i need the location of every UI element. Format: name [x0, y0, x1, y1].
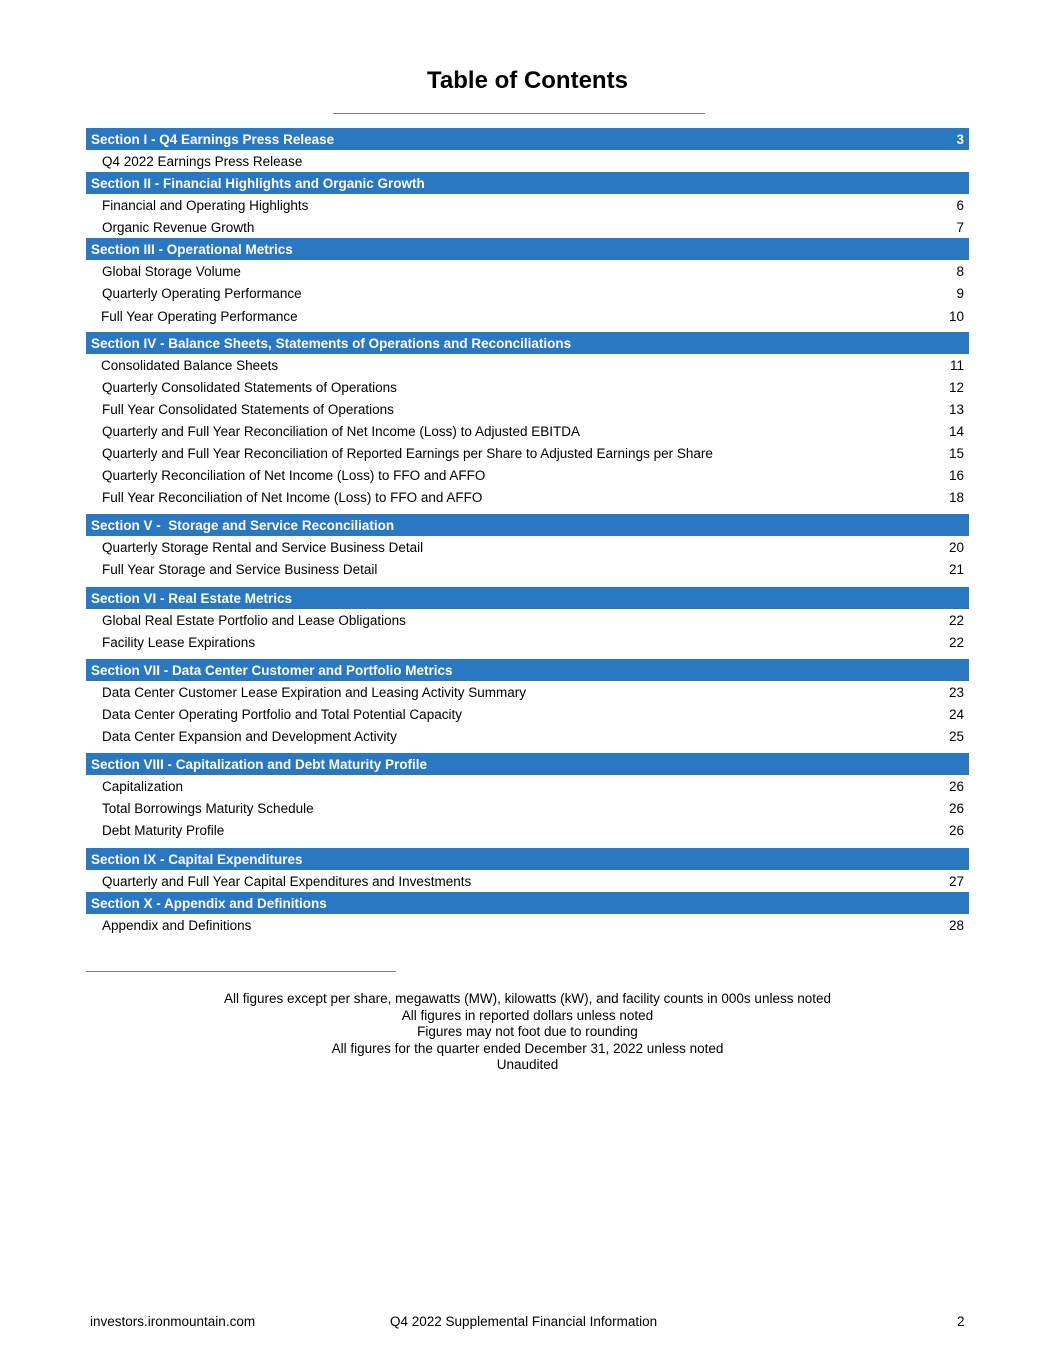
toc-item — [86, 442, 969, 464]
toc-item-label: Facility Lease Expirations — [102, 634, 256, 650]
section-title: Section IV - Balance Sheets, Statements of Operations and Reconciliations — [91, 335, 572, 351]
toc-item-label: Quarterly and Full Year Reconciliation of Reported Earnings per Share to Adjusted Earnings per Share — [102, 445, 713, 461]
page-title: Table of Contents — [427, 67, 628, 94]
toc-item-page: 24 — [948, 706, 964, 722]
section-title: Section X - Appendix and Definitions — [91, 895, 327, 911]
toc-item-page: 25 — [948, 728, 964, 744]
toc-item-label: Quarterly Operating Performance — [102, 285, 302, 301]
notes-block — [0, 991, 1055, 1074]
toc-item — [86, 464, 969, 486]
toc-item-label: Debt Maturity Profile — [102, 822, 225, 838]
toc-item — [86, 486, 969, 508]
section-title: Section VIII - Capitalization and Debt Maturity Profile — [91, 756, 428, 772]
section-title: Section II - Financial Highlights and Organic Growth — [91, 175, 425, 191]
toc-item-page: 27 — [948, 873, 964, 889]
footer-page-number: 2 — [957, 1314, 965, 1329]
section-title: Section VI - Real Estate Metrics — [91, 590, 293, 606]
toc-item-label: Capitalization — [102, 778, 184, 794]
toc-item — [86, 797, 969, 819]
note-line: Unaudited — [496, 1057, 559, 1073]
toc-item-label: Full Year Operating Performance — [101, 308, 298, 324]
toc-item-page: 8 — [956, 263, 964, 279]
toc-item-label: Appendix and Definitions — [102, 917, 252, 933]
toc-item — [86, 681, 969, 703]
title-divider — [333, 113, 705, 114]
toc-item — [86, 819, 969, 841]
section-header-viii — [86, 753, 969, 775]
toc-item — [86, 216, 969, 238]
toc-item-label: Full Year Consolidated Statements of Operations — [102, 401, 394, 417]
toc-item-page: 20 — [948, 539, 964, 555]
toc-item — [86, 376, 969, 398]
toc-item-label: Total Borrowings Maturity Schedule — [102, 800, 314, 816]
toc-item — [86, 914, 969, 936]
toc-item — [86, 305, 969, 327]
toc-item — [86, 282, 969, 304]
toc-item — [86, 420, 969, 442]
toc-item-label: Quarterly Reconciliation of Net Income (Loss) to FFO and AFFO — [102, 467, 486, 483]
toc-item-page: 26 — [948, 778, 964, 794]
toc-item-label: Quarterly and Full Year Reconciliation of Net Income (Loss) to Adjusted EBITDA — [102, 423, 580, 439]
toc-item-page: 16 — [948, 467, 964, 483]
toc-item-label: Quarterly Consolidated Statements of Operations — [102, 379, 397, 395]
toc-item-label: Financial and Operating Highlights — [102, 197, 309, 213]
toc-item-label: Quarterly and Full Year Capital Expenditures and Investments — [102, 873, 472, 889]
section-title: Section I - Q4 Earnings Press Release — [91, 131, 335, 147]
section-title: Section III - Operational Metrics — [91, 241, 293, 257]
toc-item — [86, 194, 969, 216]
toc-item-page: 23 — [948, 684, 964, 700]
toc-item-page: 15 — [948, 445, 964, 461]
toc-item — [86, 725, 969, 747]
toc-item-label: Data Center Expansion and Development Activity — [102, 728, 397, 744]
toc-item-page: 26 — [948, 800, 964, 816]
toc-item-page: 10 — [948, 308, 964, 324]
section-header-ii — [86, 172, 969, 194]
section-title: Section IX - Capital Expenditures — [91, 851, 303, 867]
toc-item-label: Data Center Operating Portfolio and Total Potential Capacity — [102, 706, 462, 722]
section-page: 3 — [956, 131, 964, 147]
toc-item — [86, 260, 969, 282]
toc-item-label: Consolidated Balance Sheets — [101, 357, 279, 373]
toc-item — [86, 398, 969, 420]
toc-item — [86, 870, 969, 892]
toc-item-page: 14 — [948, 423, 964, 439]
toc-item-label: Data Center Customer Lease Expiration and Leasing Activity Summary — [102, 684, 526, 700]
toc-item-page: 11 — [949, 357, 964, 373]
toc-item — [86, 150, 969, 172]
toc-item — [86, 536, 969, 558]
toc-item-page: 28 — [948, 917, 964, 933]
toc-item-page: 18 — [948, 489, 964, 505]
section-header-vii — [86, 659, 969, 681]
section-title: Section VII - Data Center Customer and Portfolio Metrics — [91, 662, 453, 678]
toc-item — [86, 354, 969, 376]
toc-item-page: 6 — [956, 197, 964, 213]
note-line: All figures for the quarter ended December 31, 2022 unless noted — [331, 1040, 724, 1056]
footnote-divider — [86, 971, 396, 972]
section-header-iv — [86, 332, 969, 354]
toc-item-label: Q4 2022 Earnings Press Release — [102, 153, 303, 169]
toc-item-page: 22 — [948, 612, 964, 628]
toc-item-label: Full Year Reconciliation of Net Income (Loss) to FFO and AFFO — [102, 489, 483, 505]
toc-item-page: 21 — [948, 561, 964, 577]
note-line: Figures may not foot due to rounding — [417, 1024, 638, 1040]
toc-item — [86, 775, 969, 797]
section-header-x — [86, 892, 969, 914]
section-header-v — [86, 514, 969, 536]
toc-item — [86, 558, 969, 580]
toc-item — [86, 609, 969, 631]
toc-item-label: Global Storage Volume — [102, 263, 241, 279]
toc-item-page: 22 — [948, 634, 964, 650]
toc-item-label: Organic Revenue Growth — [102, 219, 255, 235]
toc-item-label: Global Real Estate Portfolio and Lease Obligations — [102, 612, 406, 628]
toc-item-page: 9 — [956, 285, 964, 301]
section-header-iii — [86, 238, 969, 260]
toc-item — [86, 703, 969, 725]
toc-item-page: 7 — [956, 219, 964, 235]
toc-item-page: 12 — [948, 379, 964, 395]
toc-item — [86, 631, 969, 653]
section-header-vi — [86, 587, 969, 609]
footer-document-title: Q4 2022 Supplemental Financial Information — [390, 1314, 658, 1329]
toc-item-label: Full Year Storage and Service Business Detail — [102, 561, 378, 577]
section-header-ix — [86, 848, 969, 870]
toc-item-page: 13 — [948, 401, 964, 417]
note-line: All figures except per share, megawatts (MW), kilowatts (kW), and facility counts in 000s unless noted — [224, 991, 831, 1006]
toc-item-label: Quarterly Storage Rental and Service Business Detail — [102, 539, 424, 555]
toc-item-page: 26 — [948, 822, 964, 838]
footer-website: investors.ironmountain.com — [90, 1314, 256, 1329]
note-line: All figures in reported dollars unless noted — [401, 1007, 654, 1023]
section-title: Section V - Storage and Service Reconciliation — [91, 517, 395, 533]
section-header-i — [86, 128, 969, 150]
